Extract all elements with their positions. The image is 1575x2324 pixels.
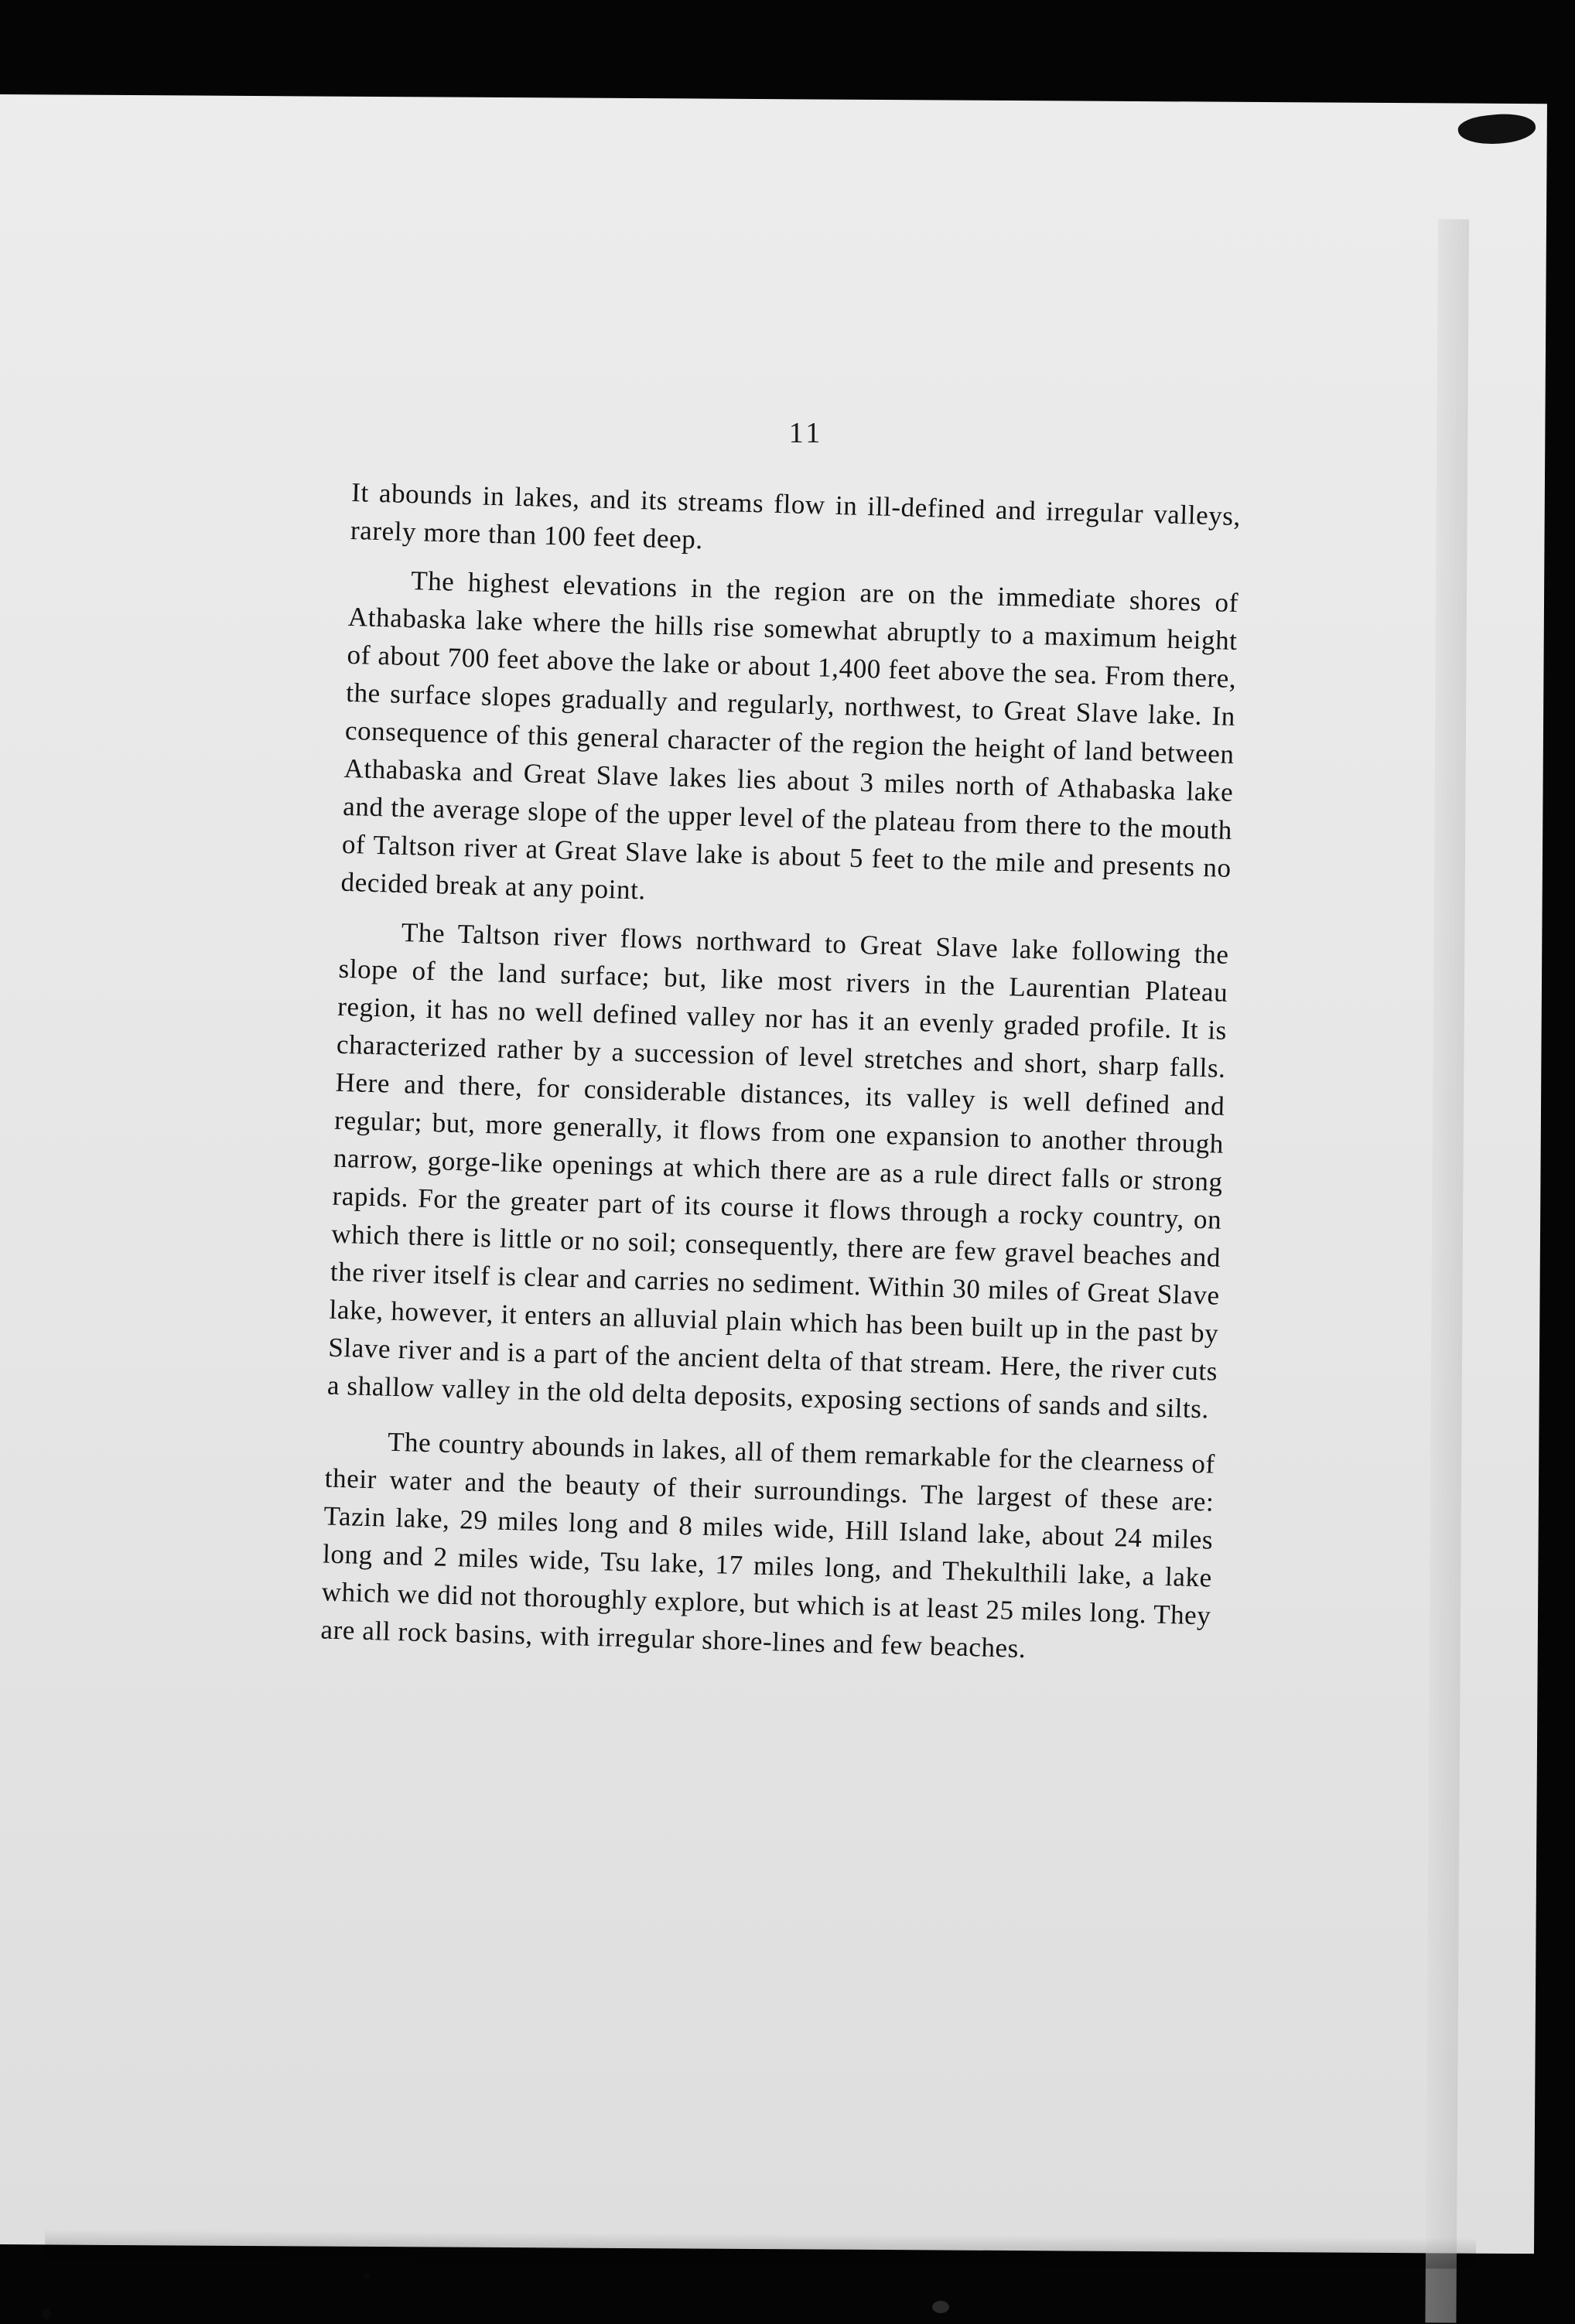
- page-number: 11: [788, 417, 824, 449]
- paragraph-4: The country abounds in lakes, all of them remarkable for the clearness of their water and the beauty of their surroundings. The largest of these are: Tazin lake, 29 miles long and 8 miles wide, Hill Island lake, about 24 miles long and 2 miles wide, Tsu lake, 17 miles long, and Thekulthili lake, a lake which we did not thoroughly explore, but which is at least 25 miles long. They are all rock basins, with irregular shore-lines and few beaches.: [320, 1426, 1216, 1664]
- scan-speck: [364, 2274, 370, 2278]
- scan-speck: [43, 2309, 50, 2319]
- paragraph-3: The Taltson river flows northward to Great Slave lake following the slope of the land surface; but, like most rivers in the Laurentian Plateau region, it has no well defined valley nor has it an evenly graded profile. It is characterized rather by a succession of level stretches and short, sharp falls. Here and there, for considerable distances, its valley is well defined and regular; but, more generally, it flows from one expansion to another through narrow, gorge-like openings at which there are as a rule direct falls or strong rapids. For the greater part of its course it flows through a rocky country, on which there is little or no soil; consequently, there are few gravel beaches and the river itself is clear and carries no sediment. Within 30 miles of Great Slave lake, however, it enters an alluvial plain which has been built up in the past by Slave river and is a part of the ancient delta of that stream. Here, the river cuts a shallow valley in the old delta deposits, exposing sections of sands and silts.: [326, 916, 1230, 1425]
- body-text: [320, 473, 1242, 1684]
- paragraph-1: It abounds in lakes, and its streams flow in ill-defined and irregular valleys, rarely more than 100 feet deep.: [350, 476, 1242, 555]
- scan-speck: [932, 2301, 949, 2313]
- paragraph-2: The highest elevations in the region are on the immediate shores of Athabaska lake where the hills rise somewhat abruptly to a maximum height of about 700 feet above the lake or about 1,400 feet above the sea. From there, the surface slopes gradually and regularly, northwest, to Great Slave lake. In consequence of this general character of the region the height of land between Athabaska and Great Slave lakes lies about 3 miles north of Athabaska lake and the average slope of the upper level of the plateau from there to the mouth of Taltson river at Great Slave lake is about 5 feet to the mile and presents no decided break at any point.: [340, 565, 1239, 906]
- page-edge-shadow: [1425, 219, 1469, 2322]
